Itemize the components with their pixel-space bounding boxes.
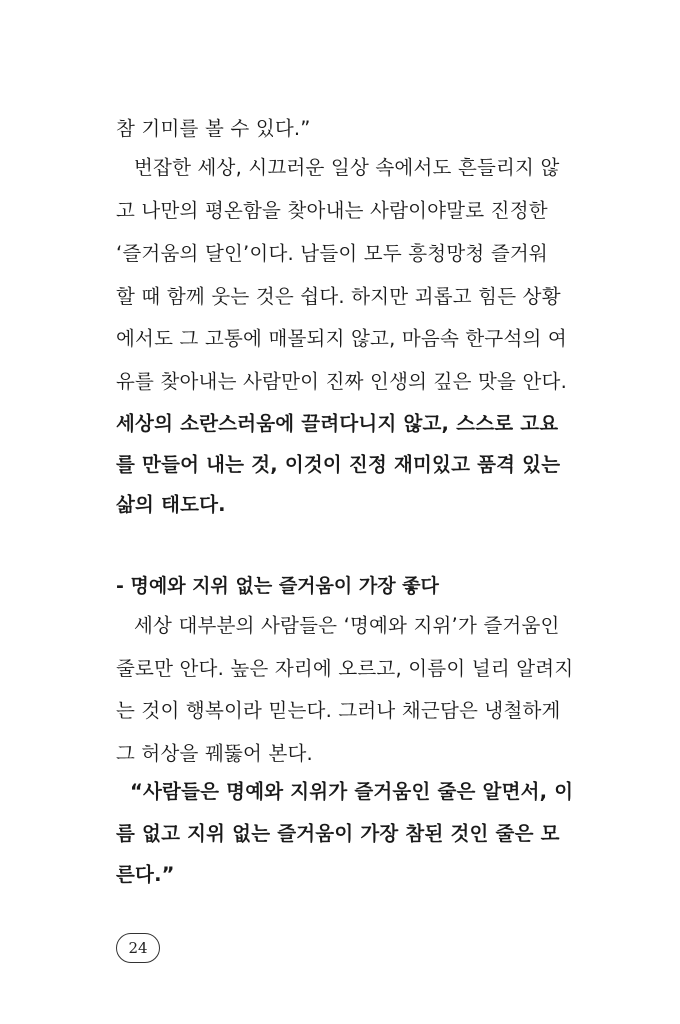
emphasis-line: 를 만들어 내는 것, 이것이 진정 재미있고 품격 있는 [116, 453, 561, 476]
text-line: 그 허상을 꿰뚫어 본다. [116, 742, 313, 765]
text-line: 번잡한 세상, 시끄러운 일상 속에서도 흔들리지 않 [134, 156, 560, 179]
text-line: 에서도 그 고통에 매몰되지 않고, 마음속 한구석의 여 [116, 327, 567, 350]
quote-line: 른다.” [116, 863, 175, 886]
section-heading: - 명예와 지위 없는 즐거움이 가장 좋다 [116, 575, 439, 597]
text-line: 참 기미를 볼 수 있다.” [116, 117, 311, 140]
quote-line: 름 없고 지위 없는 즐거움이 가장 참된 것인 줄은 모 [116, 822, 560, 845]
text-line: ‘즐거움의 달인’이다. 남들이 모두 흥청망청 즐거워 [116, 242, 548, 265]
emphasis-line: 세상의 소란스러움에 끌려다니지 않고, 스스로 고요 [116, 412, 559, 435]
page-number: 24 [116, 933, 160, 963]
quote-line: “사람들은 명예와 지위가 즐거움인 줄은 알면서, 이 [130, 780, 574, 803]
emphasis-line: 삶의 태도다. [116, 493, 226, 516]
text-line: 유를 찾아내는 사람만이 진짜 인생의 깊은 맛을 안다. [116, 370, 567, 393]
text-line: 고 나만의 평온함을 찾아내는 사람이야말로 진정한 [116, 199, 548, 222]
text-line: 세상 대부분의 사람들은 ‘명예와 지위’가 즐거움인 [134, 614, 560, 637]
text-line: 는 것이 행복이라 믿는다. 그러나 채근담은 냉철하게 [116, 699, 561, 722]
text-line: 할 때 함께 웃는 것은 쉽다. 하지만 괴롭고 힘든 상황 [116, 285, 561, 308]
text-line: 줄로만 안다. 높은 자리에 오르고, 이름이 널리 알려지 [116, 657, 574, 680]
